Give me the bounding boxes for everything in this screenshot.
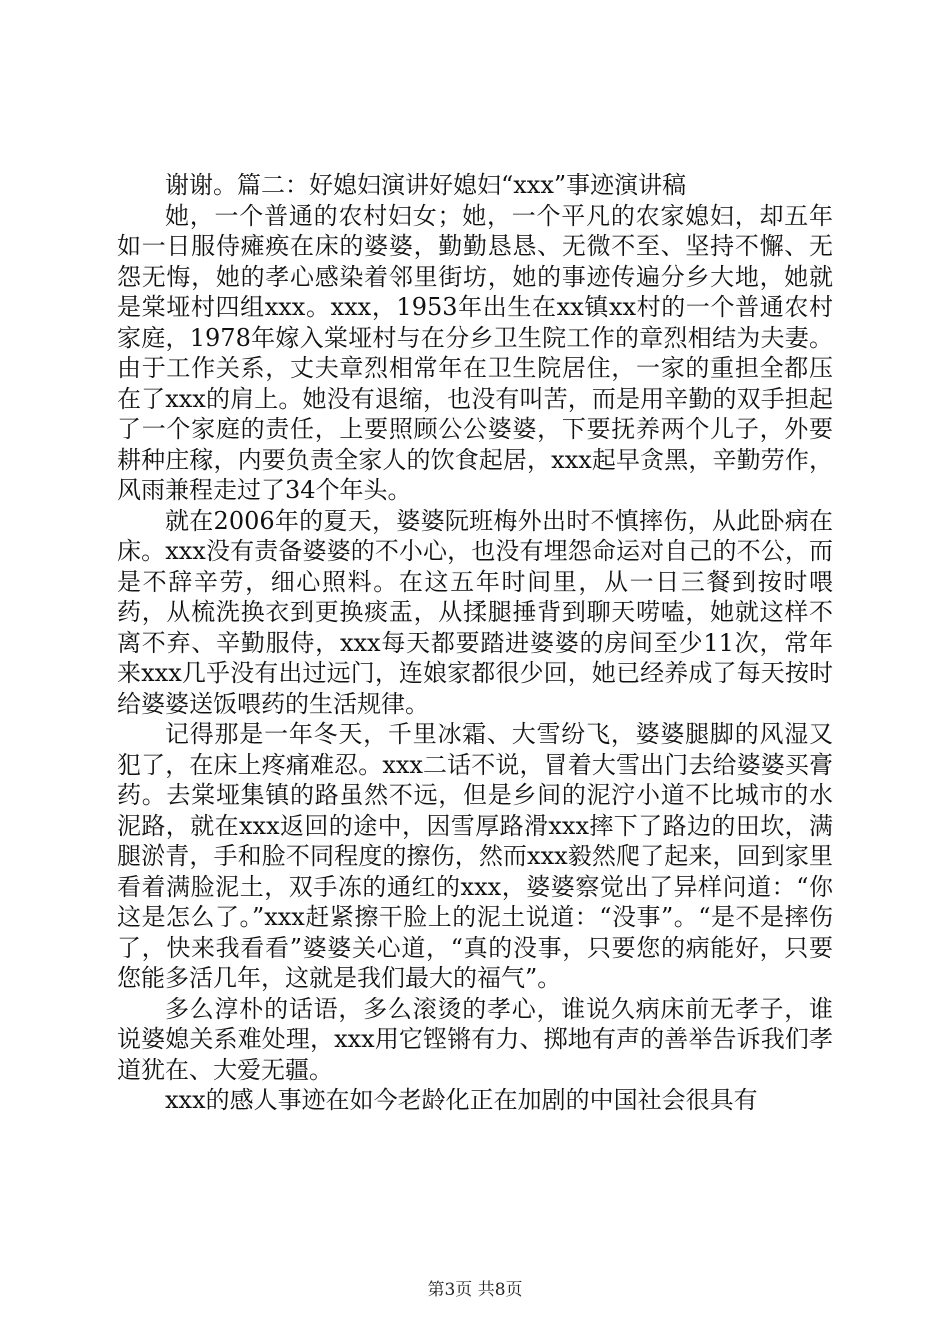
paragraph-background: 她，一个普通的农村妇女；她，一个平凡的农家媳妇，却五年如一日服侍瘫痪在床的婆婆，勤勤恳恳、无微不至、坚持不懈、无怨无悔，她的孝心感染着邻里街坊，她的事迹传遍分乡大地，她就是棠垭村四组xxx。xxx，1953年出生在xx镇xx村的一个普通农村家庭，1978年嫁入棠垭村与在分乡卫生院工作的章烈相结为夫妻。由于工作关系，丈夫章烈相常年在卫生院居住，一家的重担全都压在了xxx的肩上。她没有退缩，也没有叫苦，而是用辛勤的双手担起了一个家庭的责任，上要照顾公公婆婆，下要抚养两个儿子，外要耕种庄稼，内要负责全家人的饮食起居，xxx起早贪黑，辛勤劳作，风雨兼程走过了34个年头。 [117,201,833,504]
paragraph-closing: xxx的感人事迹在如今老龄化正在加剧的中国社会很具有 [165,1086,758,1114]
paragraph-care: 就在2006年的夏天，婆婆阮班梅外出时不慎摔伤，从此卧病在床。xxx没有责备婆婆的不小心，也没有埋怨命运对自己的不公，而是不辞辛劳，细心照料。在这五年时间里，从一日三餐到按时喂药，从梳洗换衣到更换痰盂，从揉腿捶背到聊天唠嗑，她就这样不离不弃、辛勤服侍，xxx每天都要踏进婆婆的房间至少11次，常年来xxx几乎没有出过远门，连娘家都很少回，她已经养成了每天按时给婆婆送饭喂药的生活规律。 [117,506,833,718]
document-body [117,170,833,1116]
paragraph-winter-story: 记得那是一年冬天，千里冰霜、大雪纷飞，婆婆腿脚的风湿又犯了，在床上疼痛难忍。xxx二话不说，冒着大雪出门去给婆婆买膏药。去棠垭集镇的路虽然不远，但是乡间的泥泞小道不比城市的水泥路，就在xxx返回的途中，因雪厚路滑xxx摔下了路边的田坎，满腿淤青，手和脸不同程度的擦伤，然而xxx毅然爬了起来，回到家里看着满脸泥土，双手冻的通红的xxx，婆婆察觉出了异样问道：“你这是怎么了。”xxx赶紧擦干脸上的泥土说道：“没事”。“是不是摔伤了，快来我看看”婆婆关心道，“真的没事，只要您的病能好，只要您能多活几年，这就是我们最大的福气”。 [117,720,833,992]
paragraph-reflection: 多么淳朴的话语，多么滚烫的孝心，谁说久病床前无孝子，谁说婆媳关系难处理，xxx用它铿锵有力、掷地有声的善举告诉我们孝道犹在、大爱无疆。 [117,994,833,1084]
paragraph-intro: 谢谢。篇二：好媳妇演讲好媳妇“xxx”事迹演讲稿 [165,171,687,199]
page-number-footer: 第3页 共8页 [427,1280,523,1300]
